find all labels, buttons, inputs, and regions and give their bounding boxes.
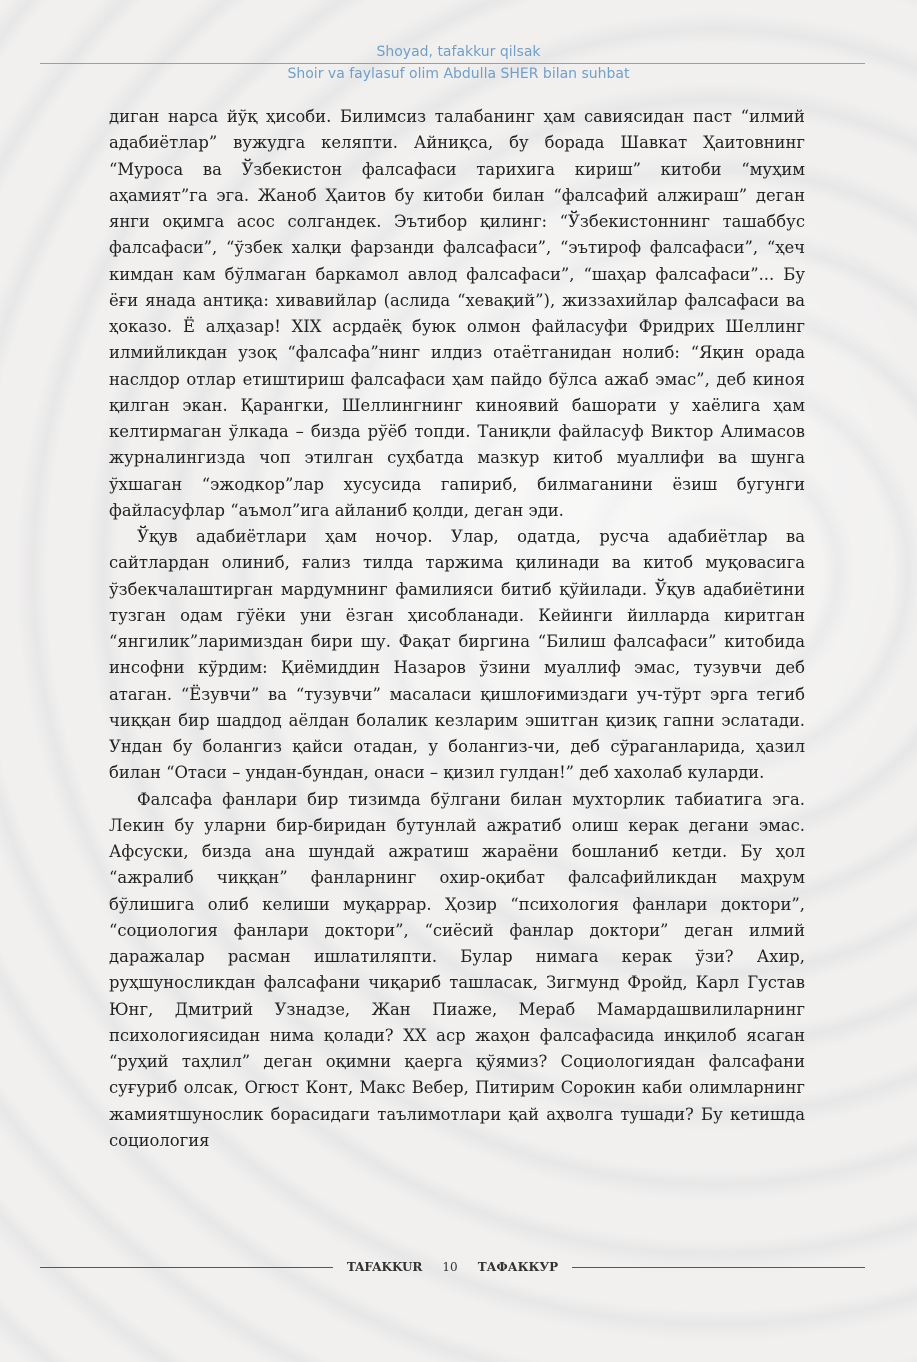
footer-rule-left [40,1267,333,1268]
article-body [109,104,805,1154]
running-header [0,42,917,84]
header-title: Shoyad, tafakkur qilsak [376,44,541,60]
paragraph-1: диган нарса йўқ ҳисоби. Билимсиз талабанинг ҳам савиясидан паст “илмий адабиётлар” вужудга келяпти. Айниқса, бу борада Шавкат Ҳаитовнинг “Муроса ва Ўзбекистон фалсафаси тарихига кириш” китоби “муҳим аҳамият”га эга. Жаноб Ҳаитов бу китоби билан “фалсафий алжираш” деган янги оқимга асос солгандек. Эътибор қилинг: “Ўзбекистоннинг ташаббус фалсафаси”, “ўзбек халқи фарзанди фалсафаси”, “эътироф фалсафаси”, “ҳеч кимдан кам бўлмаган баркамол авлод фалсафаси”, “шаҳар фалсафаси”... Бу ёғи янада антиқа: хивавийлар (аслида “хевақий”), жиззахийлар фалсафаси ва ҳоказо. Ё алҳазар! XIX асрдаёқ буюк олмон файласуфи Фридрих Шеллинг илмийликдан узоқ “фалсафа”нинг илдиз отаётганидан нолиб: “Яқин орада наслдор отлар етиштириш фалсафаси ҳам пайдо бўлса ажаб эмас”, деб киноя қилган экан. Қарангки, Шеллингнинг киноявий башорати у хаёлига ҳам келтирмаган ўлкада – бизда рўёб топди. Таниқли файласуф Виктор Алимасов журналингизда чоп этилган суҳбатда мазкур китоб муаллифи ва шунга ўхшаган “эжодкор”лар хусусида гапириб, билмаганини ёзиш бугунги файласуфлар “аъмол”ига айланиб қолди, деган эди. [109,107,805,520]
running-footer [40,1257,865,1277]
paragraph-3: Фалсафа фанлари бир тизимда бўлгани билан мухторлик табиатига эга. Лекин бу уларни бир-биридан бутунлай ажратиб олиш керак дегани эмас. Афсуски, бизда ана шундай ажратиш жараёни бошланиб кетди. Бу ҳол “ажралиб чиққан” фанларнинг охир-оқибат фалсафийликдан маҳрум бўлишига олиб келиши муқаррар. Ҳозир “психология фанлари доктори”, “социология фанлари доктори”, “сиёсий фанлар доктори” деган илмий даражалар расман ишлатиляпти. Булар нимага керак ўзи? Ахир, руҳшуносликдан фалсафани чиқариб ташласак, Зигмунд Фройд, Карл Густав Юнг, Дмитрий Узнадзе, Жан Пиаже, Мераб Мамардашвилиларнинг психологиясидан нима қолади? XX аср жаҳон фалсафасида инқилоб ясаган “руҳий таҳлил” деган оқимни қаерга қўямиз? Социологиядан фалсафани суғуриб олсак, Огюст Конт, Макс Вебер, Питирим Сорокин каби олимларнинг жамиятшунослик борасидаги таълимотлари қай аҳволга тушади? Бу кетишда социология [109,789,805,1150]
paragraph-2: Ўқув адабиётлари ҳам ночор. Улар, одатда, русча адабиётлар ва сайтлардан олиниб, ғализ тилда таржима қилинади ва китоб муқовасига ўзбекчалаштирган мардумнинг фамилияси битиб қўйилади. Ўқув адабиётини тузган одам гўёки уни ёзган ҳисобланади. Кейинги йилларда киритган “янгилик”ларимиздан бири шу. Фақат биргина “Билиш фалсафаси” китобида инсофни кўрдим: Қиёмиддин Назаров ўзини муаллиф эмас, тузувчи деб атаган. “Ёзувчи” ва “тузувчи” масаласи қишлоғимиздаги уч-тўрт эрга тегиб чиққан бир шаддод аёлдан болалик кезларим эшитган қизиқ гапни эслатади. Ундан бу болангиз қайси отадан, у болангиз-чи, деб сўраганларида, ҳазил билан “Отаси – ундан-бундан, онаси – қизил гулдан!” деб хахолаб куларди. [109,527,805,783]
header-subtitle: Shoir va faylasuf olim Abdulla SHER bilan suhbat [287,66,630,82]
footer-rule-right [572,1267,865,1268]
footer-journal-cyrillic: ТАФАККУР [477,1260,559,1274]
footer-journal-latin: TAFAKKUR [346,1260,423,1274]
page-number: 10 [442,1260,458,1274]
header-rule [40,63,865,64]
